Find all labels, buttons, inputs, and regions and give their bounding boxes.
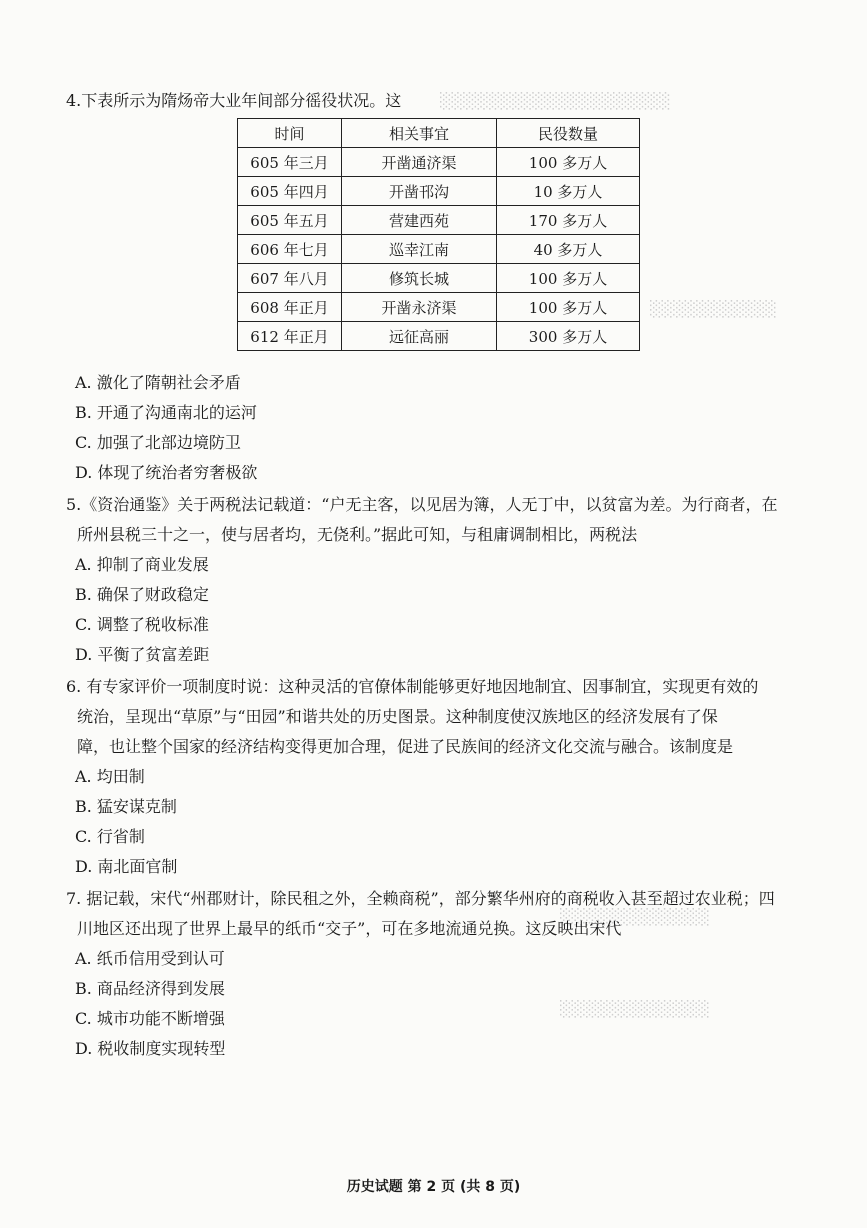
table-cell: 远征高丽	[342, 322, 497, 351]
corvee-table	[237, 118, 640, 351]
q7-option-c[interactable]: C. 城市功能不断增强	[75, 1009, 225, 1028]
table-cell: 开凿永济渠	[342, 293, 497, 322]
q5-stem-line-2: 所州县税三十之一，使与居者均，无侥利。”据此可知，与租庸调制相比，两税法	[77, 525, 638, 544]
q6-stem-line-3: 障，也让整个国家的经济结构变得更加合理，促进了民族间的经济文化交流与融合。该制度是	[77, 737, 734, 756]
table-header: 时间	[238, 119, 342, 148]
bleed-through-decoration: ░░░░░░░░░░░░░	[560, 908, 710, 926]
table-cell: 10 多万人	[497, 177, 640, 206]
table-cell: 营建西苑	[342, 206, 497, 235]
q6-option-c[interactable]: C. 行省制	[75, 827, 145, 846]
table-cell: 612 年正月	[238, 322, 342, 351]
q4-option-a[interactable]: A. 激化了隋朝社会矛盾	[75, 373, 241, 392]
q6-stem-line-2: 统治，呈现出“草原”与“田园”和谐共处的历史图景。这种制度使汉族地区的经济发展有了保	[77, 707, 718, 726]
page-footer: 历史试题 第 2 页 (共 8 页)	[346, 1179, 521, 1195]
table-cell: 100 多万人	[497, 293, 640, 322]
q7-option-d[interactable]: D. 税收制度实现转型	[75, 1039, 226, 1058]
table-cell: 605 年三月	[238, 148, 342, 177]
table-row	[238, 148, 640, 177]
table-row	[238, 293, 640, 322]
q5-option-d[interactable]: D. 平衡了贫富差距	[75, 645, 210, 664]
q4-stem: 4.下表所示为隋炀帝大业年间部分徭役状况。这	[66, 91, 402, 110]
q7-stem-line-1: 7. 据记载，宋代“州郡财计，除民租之外，全赖商税”，部分繁华州府的商税收入甚至超过农业税；四	[66, 889, 775, 908]
table-cell: 开凿邗沟	[342, 177, 497, 206]
q7-stem-line-2: 川地区还出现了世界上最早的纸币“交子”，可在多地流通兑换。这反映出宋代	[77, 919, 622, 938]
table-header: 相关事宜	[342, 119, 497, 148]
q7-option-a[interactable]: A. 纸币信用受到认可	[75, 949, 225, 968]
q7-option-b[interactable]: B. 商品经济得到发展	[75, 979, 225, 998]
table-header-row	[238, 119, 640, 148]
table-row	[238, 177, 640, 206]
q6-option-b[interactable]: B. 猛安谋克制	[75, 797, 177, 816]
table-row	[238, 206, 640, 235]
q5-option-c[interactable]: C. 调整了税收标准	[75, 615, 209, 634]
table-cell: 606 年七月	[238, 235, 342, 264]
q4-option-c[interactable]: C. 加强了北部边境防卫	[75, 433, 241, 452]
q6-stem-line-1: 6. 有专家评价一项制度时说：这种灵活的官僚体制能够更好地因地制宜、因事制宜，实现更有效的	[66, 677, 759, 696]
table-cell: 607 年八月	[238, 264, 342, 293]
q4-option-b[interactable]: B. 开通了沟通南北的运河	[75, 403, 257, 422]
table-cell: 170 多万人	[497, 206, 640, 235]
table-cell: 40 多万人	[497, 235, 640, 264]
q5-stem-line-1: 5.《资治通鉴》关于两税法记载道：“户无主客，以见居为簿，人无丁中，以贫富为差。为行商者，在	[66, 495, 778, 514]
bleed-through-decoration: ░░░░░░░░░░░	[650, 300, 777, 318]
q4-option-d[interactable]: D. 体现了统治者穷奢极欲	[75, 463, 258, 482]
bleed-through-decoration: ░░░░░░░░░░░░░	[560, 1000, 710, 1018]
table-row	[238, 235, 640, 264]
table-header: 民役数量	[497, 119, 640, 148]
table-cell: 300 多万人	[497, 322, 640, 351]
table-cell: 巡幸江南	[342, 235, 497, 264]
table-row	[238, 322, 640, 351]
table-cell: 608 年正月	[238, 293, 342, 322]
table-cell: 100 多万人	[497, 264, 640, 293]
q5-option-a[interactable]: A. 抑制了商业发展	[75, 555, 209, 574]
table-cell: 605 年四月	[238, 177, 342, 206]
q6-option-d[interactable]: D. 南北面官制	[75, 857, 178, 876]
table-cell: 100 多万人	[497, 148, 640, 177]
table-cell: 修筑长城	[342, 264, 497, 293]
bleed-through-decoration: ░░░░░░░░░░░░░░░░░░░░	[440, 92, 671, 110]
table-cell: 开凿通济渠	[342, 148, 497, 177]
q5-option-b[interactable]: B. 确保了财政稳定	[75, 585, 209, 604]
table-row	[238, 264, 640, 293]
table-cell: 605 年五月	[238, 206, 342, 235]
q6-option-a[interactable]: A. 均田制	[75, 767, 145, 786]
